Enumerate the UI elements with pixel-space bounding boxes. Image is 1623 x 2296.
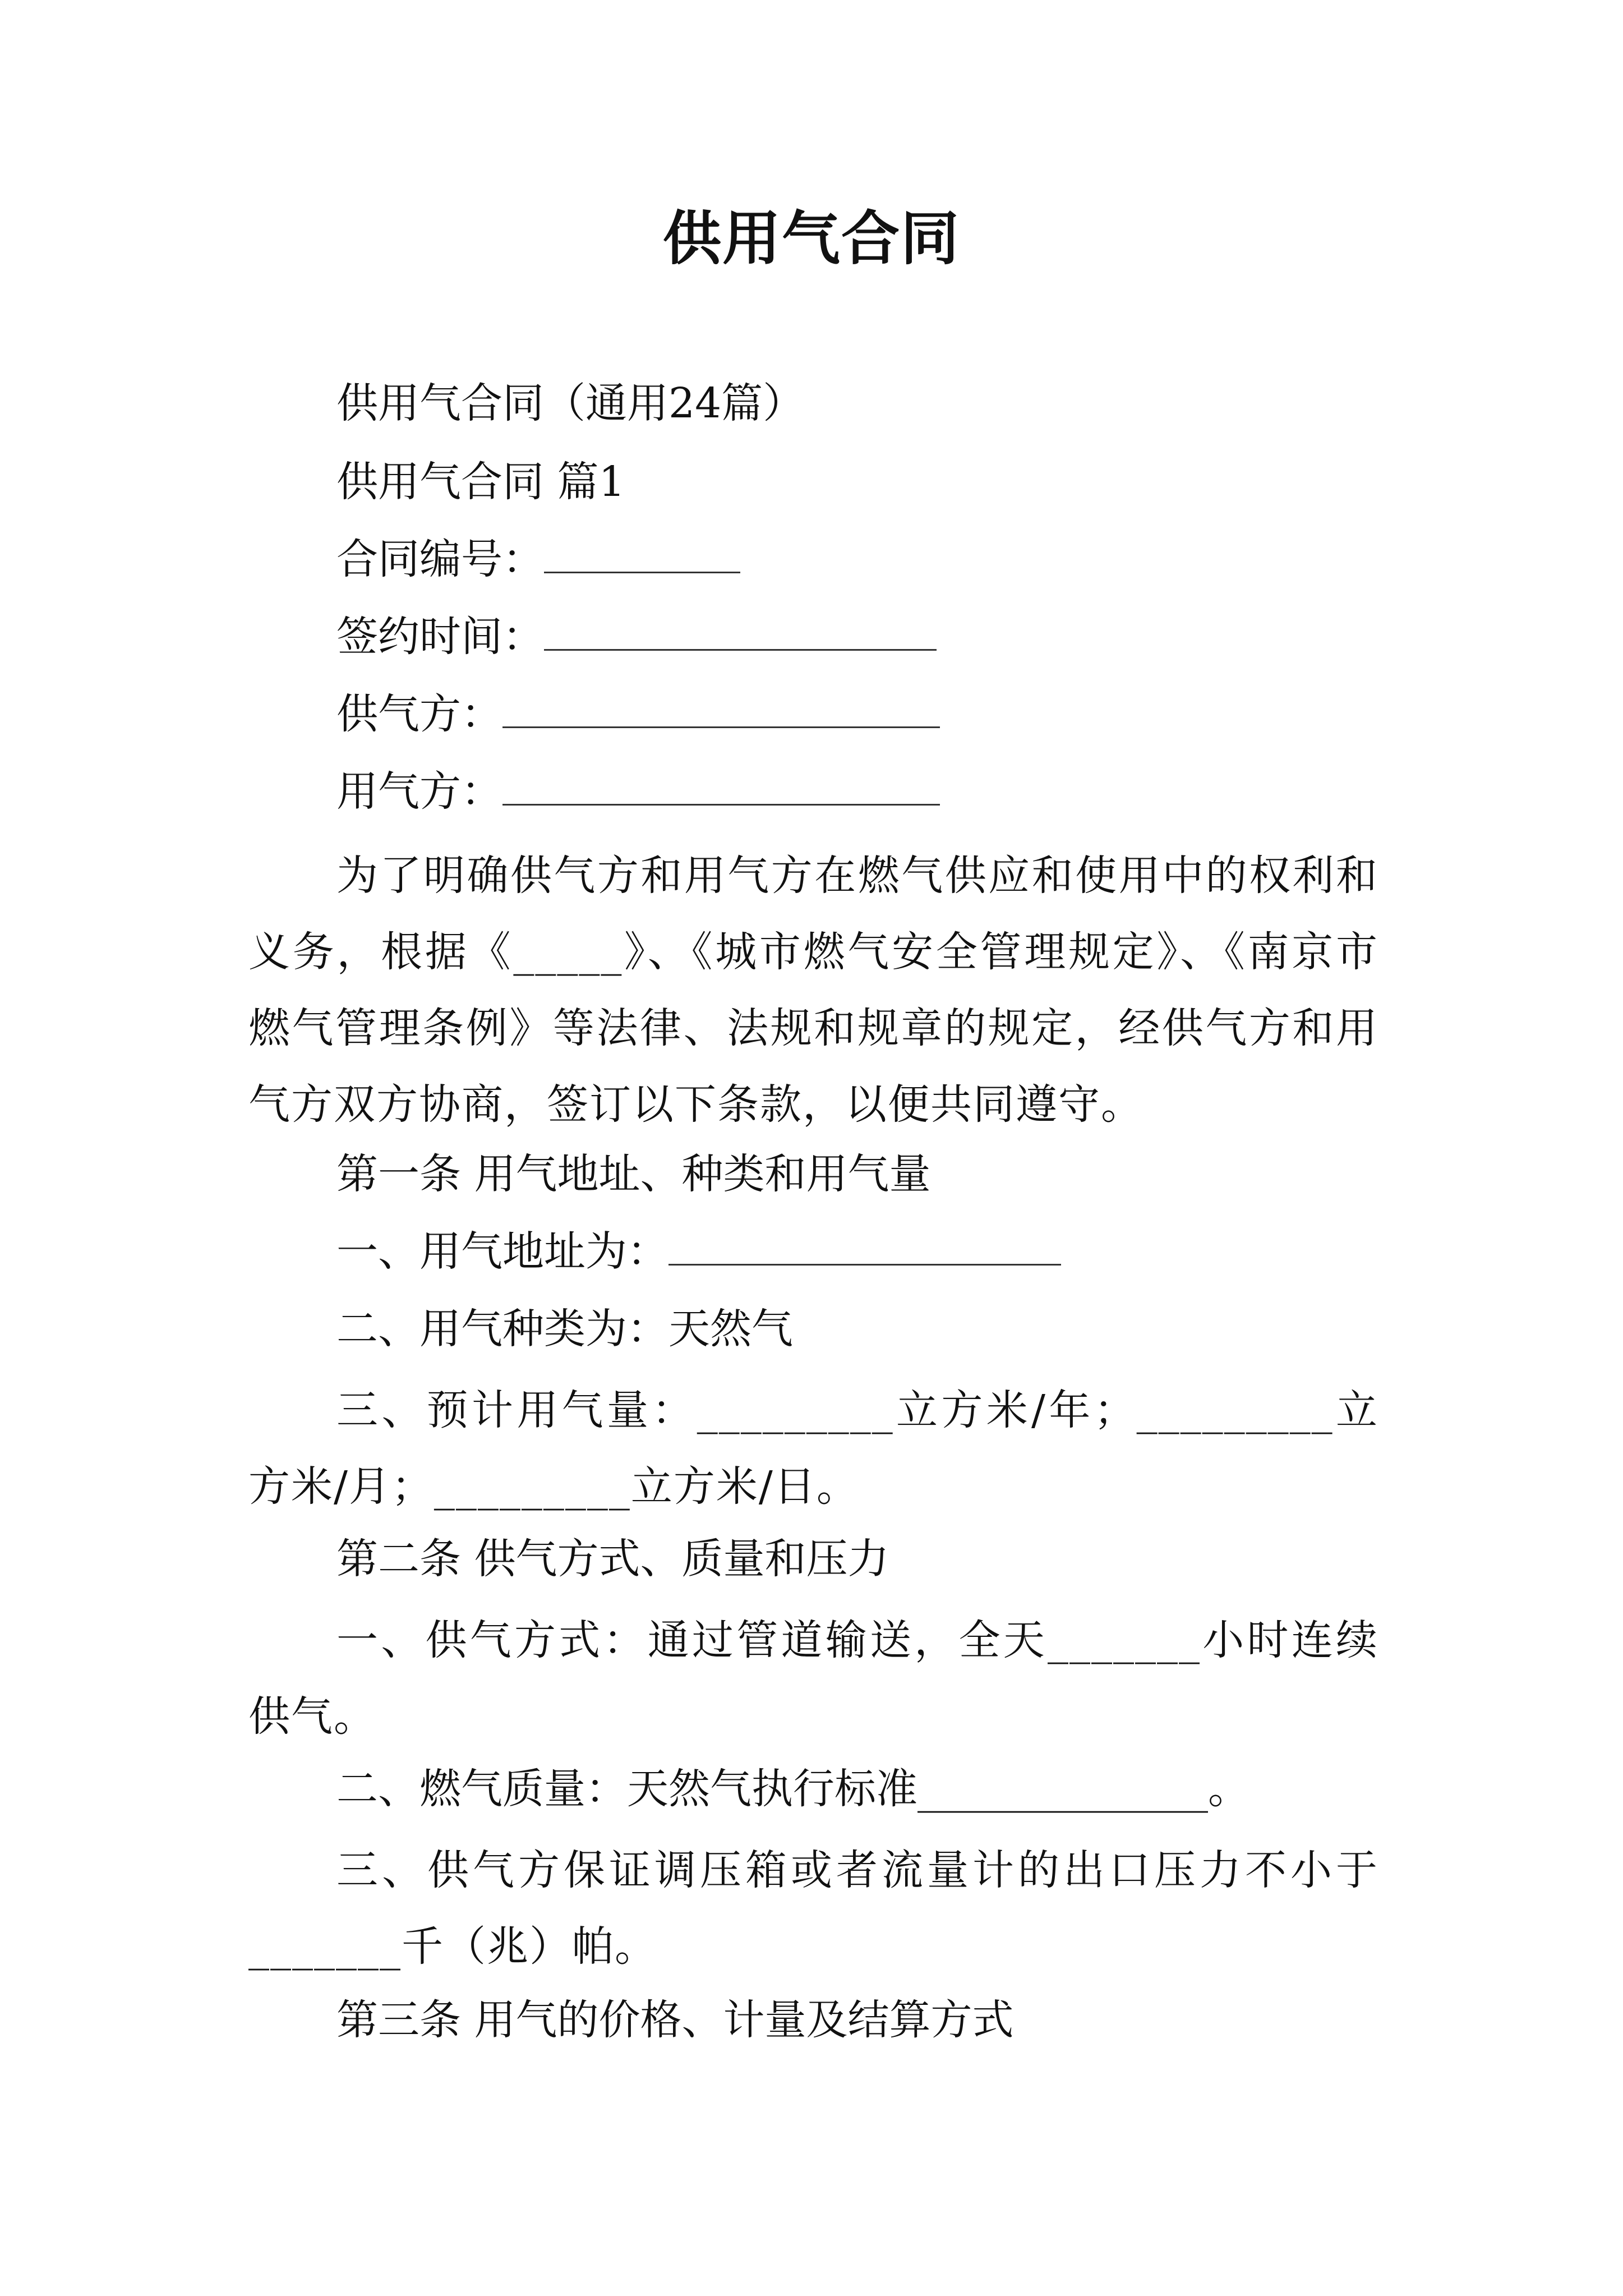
supplier-label: 供气方： <box>336 690 502 738</box>
article2-item3: 三、供气方保证调压箱或者流量计的出口压力不小于_______千（兆）帕。 <box>248 1846 1378 1971</box>
section-title: 供用气合同 篇1 <box>336 458 625 506</box>
article2-heading: 第二条 供气方式、质量和压力 <box>336 1535 889 1583</box>
sign-time-blank <box>544 612 937 651</box>
intro-paragraph: 为了明确供气方和用气方在燃气供应和使用中的权利和义务，根据《_____》、《城市燃气安全管理规定》、《南京市燃气管理条例》等法律、法规和规章的规定，经供气方和用气方双方协商，签订以下条款，以便共同遵守。 <box>248 852 1378 1129</box>
supplier-blank <box>502 689 940 728</box>
user-label: 用气方： <box>336 767 502 816</box>
address-label: 一、用气地址为： <box>336 1227 668 1276</box>
contract-number-label: 合同编号： <box>336 535 544 583</box>
article1-item1 <box>336 1226 1061 1277</box>
supplier-line <box>336 689 940 739</box>
user-blank <box>502 767 940 806</box>
subtitle: 供用气合同（通用24篇） <box>336 379 805 427</box>
article2-item2: 二、燃气质量：天然气执行标准______________。 <box>336 1765 1249 1813</box>
contract-number-line <box>336 534 740 585</box>
article1-heading: 第一条 用气地址、种类和用气量 <box>336 1150 931 1198</box>
sign-time-label: 签约时间： <box>336 613 544 661</box>
contract-number-blank <box>544 535 740 573</box>
sign-time-line <box>336 611 937 662</box>
article1-item2: 二、用气种类为：天然气 <box>336 1305 793 1353</box>
article1-item3: 三、预计用气量：_________立方米/年；_________立方米/月；_________立方米/日。 <box>248 1386 1378 1511</box>
address-blank <box>668 1227 1061 1266</box>
article3-heading: 第三条 用气的价格、计量及结算方式 <box>336 1996 1014 2044</box>
article2-item1: 一、供气方式：通过管道输送，全天_______小时连续供气。 <box>248 1616 1378 1741</box>
user-line <box>336 766 940 817</box>
document-title: 供用气合同 <box>662 204 960 273</box>
